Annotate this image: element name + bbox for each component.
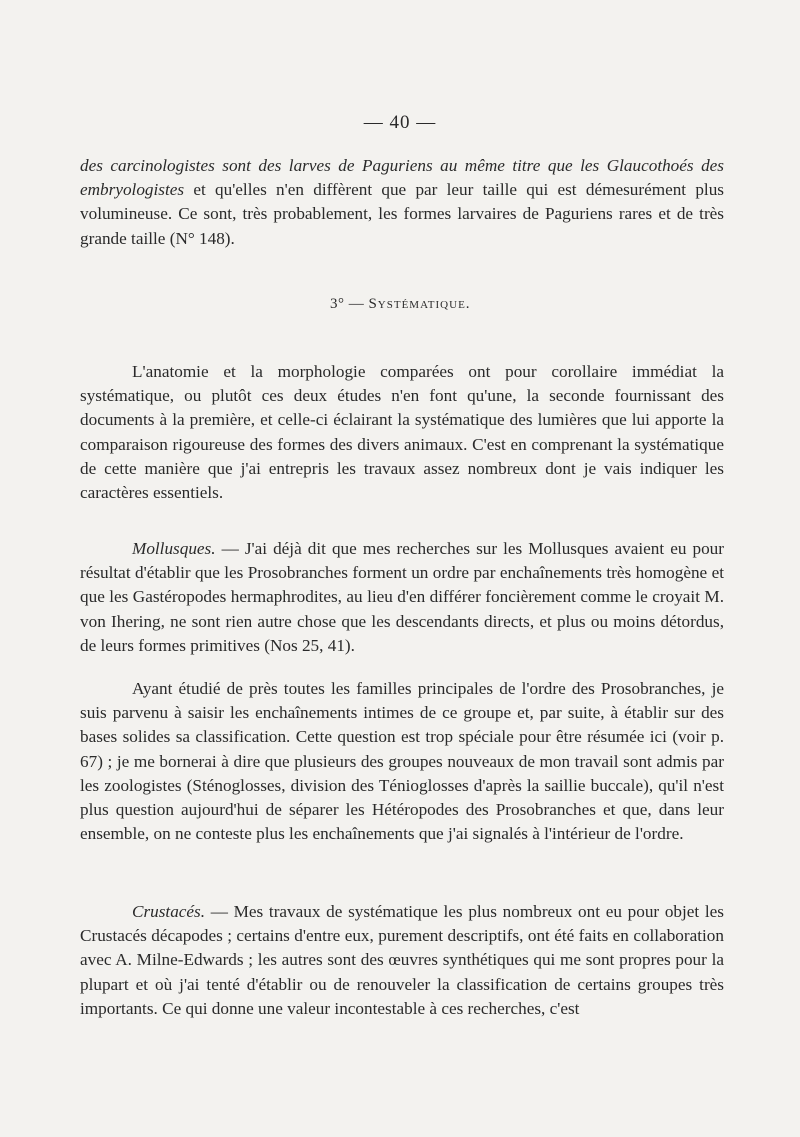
section-number: 3° — — [329, 296, 365, 312]
crustaces-paragraph — [80, 900, 724, 1021]
intro-text: et qu'elles n'en diffèrent que par leur taille qui est démesurément plus volumineuse. Ce sont, très probablement, les formes larvaires de Paguriens rares et de très grande taille (N° 148). — [80, 180, 724, 248]
page-number: — 40 — — [363, 112, 437, 133]
intro-paragraph — [80, 154, 724, 251]
mollusques-text: — J'ai déjà dit que mes recherches sur les Mollusques avaient eu pour résultat d'établir que les Prosobranches forment un ordre par enchaînements très homogène et que les Gastéropodes hermaphrodites, au lieu d'en différer foncièrement comme le croyait M. von Ihering, ne sont rien autre chose que les descendants directs, et plus ou moins détordus, de leurs formes primitives (Nos 25, 41). — [80, 539, 724, 655]
crustaces-label: Crustacés. — [132, 902, 206, 921]
prosobranches-paragraph — [80, 677, 724, 846]
systematique-text: L'anatomie et la morphologie comparées ont pour corollaire immédiat la systématique, ou plutôt ces deux études n'en font qu'une, la seconde fournissant des documents à la première, et celle-ci éclairant la systématique des lumières que lui apporte la comparaison rigoureuse des formes des divers animaux. C'est en comprenant la systématique de cette manière que j'ai entrepris les travaux assez nombreux dont je vais indiquer les caractères essentiels. — [80, 362, 724, 503]
prosobranches-text: Ayant étudié de près toutes les familles principales de l'ordre des Prosobranches, je suis parvenu à saisir les enchaînements intimes de ce groupe et, par suite, à établir sur des bases solides sa classification. Cette question est trop spéciale pour être résumée ici (voir p. 67) ; je me bornerai à dire que plusieurs des groupes nouveaux de mon travail sont admis par les zoologistes (Sténoglosses, division des Ténioglosses d'après la saillie buccale), qu'il n'est plus question aujourd'hui de séparer les Hétéropodes des Prosobranches et que, dans leur ensemble, on ne conteste plus les enchaînements que j'ai signalés à l'intérieur de l'ordre. — [80, 679, 724, 844]
intro-italic-text: des carcinologistes sont des larves de Paguriens au même titre que les Glaucothoés des embryologistes — [80, 156, 724, 200]
systematique-paragraph — [80, 360, 724, 505]
section-title: Systématique — [368, 296, 466, 312]
section-heading — [0, 296, 800, 313]
section-suffix: . — [465, 296, 471, 312]
mollusques-label: Mollusques. — [132, 539, 216, 558]
mollusques-paragraph — [80, 537, 724, 658]
crustaces-text: — Mes travaux de systématique les plus nombreux ont eu pour objet les Crustacés décapodes ; certains d'entre eux, purement descriptifs, ont été faits en collaboration avec A. Milne-Edwards ; les autres sont des œuvres synthétiques qui me sont propres pour la plupart et où j'ai tenté d'établir ou de renouveler la classification de certains groupes très importants. Ce qui donne une valeur incontestable à ces recherches, c'est — [80, 902, 724, 1018]
